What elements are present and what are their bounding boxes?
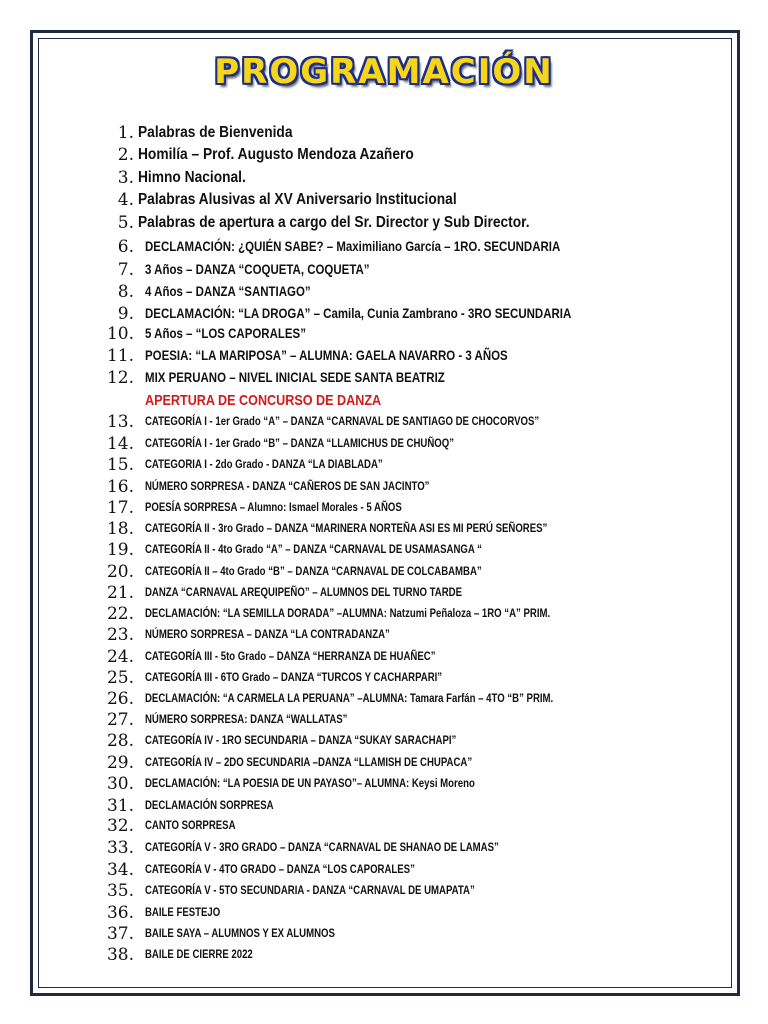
item-number: 10. — [106, 324, 134, 344]
item-number: 4. — [117, 190, 134, 210]
program-item — [0, 627, 768, 649]
section-heading-text: APERTURA DE CONCURSO DE DANZA — [145, 392, 382, 409]
item-number: 16. — [106, 477, 134, 497]
program-item — [0, 238, 768, 260]
program-item — [0, 542, 768, 564]
item-text: Homilía – Prof. Augusto Mendoza Azañero — [138, 146, 414, 163]
item-text: DECLAMACIÓN SORPRESA — [145, 798, 274, 812]
item-number: 3. — [117, 168, 134, 188]
item-text: 5 Años – “LOS CAPORALES” — [145, 325, 306, 341]
item-text: CATEGORÍA IV – 2DO SECUNDARIA –DANZA “LLAMISH DE CHUPACA” — [145, 755, 473, 769]
item-number: 12. — [106, 368, 134, 388]
item-text: BAILE SAYA – ALUMNOS Y EX ALUMNOS — [145, 926, 335, 940]
program-item — [0, 457, 768, 479]
program-item — [0, 261, 768, 283]
item-number: 20. — [106, 562, 134, 582]
program-item — [0, 191, 768, 213]
item-number: 1. — [117, 123, 134, 143]
item-number: 13. — [106, 412, 134, 432]
section-heading — [0, 392, 768, 414]
item-text: CATEGORÍA II - 3ro Grado – DANZA “MARINERA NORTEÑA ASI ES MI PERÚ SEÑORES” — [145, 521, 548, 535]
item-number: 21. — [106, 583, 134, 603]
item-number: 22. — [106, 604, 134, 624]
item-text: DECLAMACIÓN: “A CARMELA LA PERUANA” –ALUMNA: Tamara Farfán – 4TO “B” PRIM. — [145, 691, 554, 705]
item-number: 31. — [106, 796, 134, 816]
item-number: 14. — [106, 434, 134, 454]
item-number: 11. — [106, 346, 134, 366]
item-number: 26. — [106, 689, 134, 709]
item-text: CATEGORÍA III - 6TO Grado – DANZA “TURCOS Y CACHARPARI” — [145, 670, 443, 684]
item-number: 35. — [106, 881, 134, 901]
item-number: 32. — [106, 816, 134, 836]
item-number: 7. — [117, 260, 134, 280]
item-number: 18. — [106, 519, 134, 539]
item-text: NÚMERO SORPRESA - DANZA “CAÑEROS DE SAN JACINTO” — [145, 479, 430, 493]
item-number: 17. — [106, 498, 134, 518]
program-item — [0, 325, 768, 347]
program-item — [0, 169, 768, 191]
item-text: BAILE FESTEJO — [145, 905, 221, 919]
item-text: DECLAMACIÓN: ¿QUIÉN SABE? – Maximiliano García – 1RO. SECUNDARIA — [145, 238, 561, 254]
item-text: BAILE DE CIERRE 2022 — [145, 947, 253, 961]
item-text: CATEGORÍA II - 4to Grado “A” – DANZA “CARNAVAL DE USAMASANGA “ — [145, 542, 482, 556]
item-number: 38. — [106, 945, 134, 965]
item-text: CANTO SORPRESA — [145, 818, 236, 832]
item-number: 36. — [106, 903, 134, 923]
item-text: NÚMERO SORPRESA: DANZA “WALLATAS” — [145, 712, 348, 726]
item-text: MIX PERUANO – NIVEL INICIAL SEDE SANTA BEATRIZ — [145, 369, 445, 385]
item-text: NÚMERO SORPRESA – DANZA “LA CONTRADANZA” — [145, 627, 390, 641]
program-item — [0, 283, 768, 305]
item-number: 5. — [117, 213, 134, 233]
page-title: PROGRAMACIÓN — [214, 52, 554, 92]
item-text: CATEGORÍA IV - 1RO SECUNDARIA – DANZA “SUKAY SARACHAPI” — [145, 733, 457, 747]
item-text: Palabras de apertura a cargo del Sr. Director y Sub Director. — [138, 214, 530, 231]
item-text: DECLAMACIÓN: “LA SEMILLA DORADA” –ALUMNA: Natzumi Peñaloza – 1RO “A” PRIM. — [145, 606, 551, 620]
item-text: DECLAMACIÓN: “LA POESIA DE UN PAYASO”– ALUMNA: Keysi Moreno — [145, 776, 475, 790]
item-text: POESIA: “LA MARIPOSA” – ALUMNA: GAELA NAVARRO - 3 AÑOS — [145, 347, 508, 363]
item-text: CATEGORÍA V - 5TO SECUNDARIA - DANZA “CARNAVAL DE UMAPATA” — [145, 883, 475, 897]
program-item — [0, 414, 768, 436]
item-text: Palabras Alusivas al XV Aniversario Institucional — [138, 191, 457, 208]
item-number: 30. — [106, 774, 134, 794]
program-item — [0, 214, 768, 236]
item-number: 19. — [106, 540, 134, 560]
item-number: 25. — [106, 668, 134, 688]
program-item — [0, 124, 768, 146]
item-number: 29. — [106, 753, 134, 773]
program-item — [0, 947, 768, 969]
item-number: 8. — [117, 282, 134, 302]
item-text: DECLAMACIÓN: “LA DROGA” – Camila, Cunia Zambrano - 3RO SECUNDARIA — [145, 305, 572, 321]
item-number: 24. — [106, 647, 134, 667]
item-number: 37. — [106, 924, 134, 944]
item-text: Palabras de Bienvenida — [138, 124, 293, 141]
item-number: 33. — [106, 838, 134, 858]
item-text: CATEGORÍA II – 4to Grado “B” – DANZA “CARNAVAL DE COLCABAMBA” — [145, 564, 482, 578]
program-item — [0, 776, 768, 798]
program-item — [0, 883, 768, 905]
item-text: CATEGORÍA I - 1er Grado “A” – DANZA “CARNAVAL DE SANTIAGO DE CHOCORVOS” — [145, 414, 540, 428]
item-text: POESÍA SORPRESA – Alumno: Ismael Morales - 5 AÑOS — [145, 500, 402, 514]
program-item — [0, 369, 768, 391]
program-item — [0, 146, 768, 168]
item-number: 2. — [117, 145, 134, 165]
item-text: CATEGORÍA V - 3RO GRADO – DANZA “CARNAVAL DE SHANAO DE LAMAS” — [145, 840, 499, 854]
item-text: CATEGORÍA V - 4TO GRADO – DANZA “LOS CAPORALES” — [145, 862, 415, 876]
program-item — [0, 733, 768, 755]
item-text: 3 Años – DANZA “COQUETA, COQUETA” — [145, 261, 370, 277]
item-text: CATEGORÍA I - 1er Grado “B” – DANZA “LLAMICHUS DE CHUÑOQ” — [145, 436, 454, 450]
item-number: 9. — [117, 304, 134, 324]
item-number: 34. — [106, 860, 134, 880]
item-number: 27. — [106, 710, 134, 730]
item-text: CATEGORIA I - 2do Grado - DANZA “LA DIABLADA” — [145, 457, 383, 471]
program-item — [0, 840, 768, 862]
program-item — [0, 818, 768, 840]
item-text: DANZA “CARNAVAL AREQUIPEÑO” – ALUMNOS DEL TURNO TARDE — [145, 585, 462, 599]
item-text: CATEGORÍA III - 5to Grado – DANZA “HERRANZA DE HUAÑEC” — [145, 649, 436, 663]
item-number: 6. — [117, 237, 134, 257]
item-text: Himno Nacional. — [138, 169, 246, 186]
program-item — [0, 347, 768, 369]
item-number: 23. — [106, 625, 134, 645]
item-number: 15. — [106, 455, 134, 475]
item-number: 28. — [106, 731, 134, 751]
item-text: 4 Años – DANZA “SANTIAGO” — [145, 283, 311, 299]
